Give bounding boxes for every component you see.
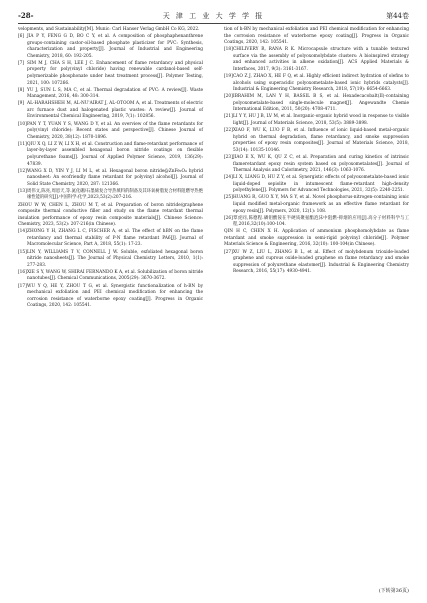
reference-entry bbox=[224, 47, 409, 73]
continued-note: (下转第36页) bbox=[378, 588, 409, 594]
reference-text: HUANG R, GUO X Y, MA S Y, et al. Novel phosphorus-nitrogen-containing ionic liquid modified metal-organic framework as an effective flame retardant for epoxy resin[J]. Polymers, 2020, 12(1): 108. bbox=[233, 195, 409, 214]
reference-number: [16] bbox=[18, 269, 27, 275]
reference-text: LI Y Y, HU J B, LV M, et al. Inorganic-organic hybrid wood in response to visible light[J]. Journal of Materials Science, 2018, 53(5): 3889-3898. bbox=[233, 114, 409, 127]
reference-text: LI X, LIANG D, HU Z Y, et al. Synergistic effects of polyoxometalate-based ionic liquid-doped sepiolite in intumescent flame-retardant high-density polyethylene[J]. Polymers for Advanced Technologies, 2021, 32(5): 2240-2251. bbox=[233, 175, 409, 194]
reference-entry bbox=[18, 88, 203, 101]
reference-entry bbox=[224, 74, 409, 94]
reference-number: [19] bbox=[224, 74, 233, 80]
reference-number: [20] bbox=[224, 94, 233, 100]
reference-number: [11] bbox=[18, 141, 27, 147]
reference-number: [22] bbox=[224, 128, 233, 134]
reference-text: CAO Z J, ZHAO X, HE F Q, et al. Highly efficient indirect hydration of olefins to alcohols using superacidic polyoxometalate-based ionic hybrids catalysts[J]. Industrial & Engineering Chemistry Research, 2018, 57(19): 6654-6663. bbox=[233, 74, 409, 93]
reference-text: JIAO E X, WU K, QU Z C, et al. Preparation and curing kinetics of intrinsic flameretardant epoxy resin system based on polyoxometalates[J]. Journal of Thermal Analysis and Calorimetry, 2021, 146(3): 1063-1076. bbox=[233, 154, 409, 174]
reference-number: [8] bbox=[18, 87, 25, 93]
reference-entry bbox=[224, 114, 409, 127]
reference-number: [12] bbox=[18, 168, 27, 174]
reference-text: XIAO F, WU K, LUO F B, et al. Influence of ionic liquid-based metal-organic hybrid on thermal degradation, flame retardancy, and smoke suppression properties of epoxy resin composites[J]. Journal of Materials Science, 2018, 53(14): 10135-10146. bbox=[233, 128, 409, 153]
reference-number: [13] bbox=[18, 188, 27, 194]
reference-text: WU Y Q, HE Y, ZHOU T G, et al. Synergistic functionalization of h-BN by mechanical exfoliation and PEI chemical modification for enhancing the corrosion resistance of waterborne epoxy coating[J]. Progress in Organic Coatings, 2020, 142: 105541. bbox=[27, 283, 203, 309]
reference-text: IBRAHIM M, LAN Y H, BASSIL B S, et al. Hexadecacobalt(II)-containing polyoxometalate-based single-molecule magnet[J]. Angewandte Chemie International Edition, 2011, 50(20): 4708-4711. bbox=[233, 94, 409, 113]
reference-entry bbox=[18, 270, 203, 283]
reference-text: 周伟文,陈亮,周恩天,等.氮化硼/石墨烯复合导热填料的制备及其环氧树脂复合材料阻燃导热绝缘性能的研究[J].中国科学:化学,2023,53(2):207-216. bbox=[27, 188, 203, 201]
journal-title: 天 津 工 业 大 学 学 报 bbox=[162, 12, 265, 20]
reference-text: JIA P Y, FENG G D, BO C Y, et al. A composition of phosphaphenanthrene groups-containing castor-oil-based phosphate plasticizer for PVC: Synthesis, characterization and property[J]. Journal of Industrial and Engineering Chemistry, 2018, 60: 192-205. bbox=[27, 34, 203, 59]
reference-text: AL-HARAHSHEH M, AL-NU'AIRAT J, AL-OTOOM A, et al. Treatments of electric arc furnace dust and halogenated plastic wastes: A review[J]. Journal of Environmental Chemical Engineering, 2019, 7(1): 102856. bbox=[27, 101, 203, 120]
reference-entry bbox=[18, 229, 203, 249]
reference-text: PAN Y T, YUAN Y S, WANG D Y, et al. An overview of the flame retardants for poly(vinyl chloride): Recent states and perspective[J]. Chinese Journal of Chemistry, 2020, 38(12): 1870-1896. bbox=[27, 121, 203, 140]
reference-text: CHILIVERY R, RANA R K. Microcapsule structure with a tunable textured surface via the assembly of polyoxomolybdate clusters: A bioinspired strategy and enhanced activities in alkene oxidation[J]. ACS Applied Materials & Interfaces, 2017, 9(3): 3161-3167. bbox=[233, 47, 409, 72]
reference-entry bbox=[18, 34, 203, 60]
reference-entry bbox=[18, 250, 203, 270]
reference-entry bbox=[18, 189, 203, 202]
reference-column-right bbox=[224, 27, 409, 276]
reference-entry bbox=[224, 216, 409, 229]
reference-text: tion of h-BN by mechanical exfoliation and PEI chemical modification for enhancing the corrosion resistance of waterborne epoxy coating[J]. Progress in Organic Coatings, 2020, 142: 105541. bbox=[224, 27, 409, 46]
header-rule bbox=[18, 23, 409, 24]
reference-entry bbox=[224, 27, 409, 47]
reference-text: QIU X Q, LI Z W, LI X H, et al. Construction and flame-retardant performance of layer-by-layer assembled hexagonal boron nitride coatings on flexible polyurethane foams[J]. Journal of Applied Polymer Science, 2019, 136(29): 47839. bbox=[27, 141, 203, 167]
reference-text: WANG X D, YIN Y J, LI M L, et al. Hexagonal boron nitride@ZnFe₂O₄ hybrid nanosheet: An ecofriendly flame retardant for polyvinyl alcohol[J]. Journal of Solid State Chemistry, 2020, 287: 121366. bbox=[27, 168, 203, 187]
reference-entry bbox=[18, 284, 203, 310]
reference-entry bbox=[18, 142, 203, 168]
reference-number: [23] bbox=[224, 154, 233, 160]
reference-number: [7] bbox=[18, 60, 25, 66]
reference-entry bbox=[18, 169, 203, 189]
reference-number: [18] bbox=[224, 47, 233, 53]
reference-number: [25] bbox=[224, 195, 233, 201]
reference-text: ZHOU W W, CHEN L, ZHOU M T, et al. Preparation of boron nitride/graphene composite thermal conductive filler and study on the flame retardant thermal insulation performance of epoxy resin composite materials[J]. Chinese Science: Chemistry, 2023, 53(2): 207-216(in Chinese). bbox=[18, 202, 203, 228]
reference-number: [10] bbox=[18, 121, 27, 127]
page-header bbox=[18, 10, 409, 22]
reference-number: [21] bbox=[224, 114, 233, 120]
reference-entry bbox=[224, 155, 409, 175]
volume-label: 第44卷 bbox=[386, 12, 409, 20]
reference-number: [17] bbox=[18, 283, 27, 289]
reference-text: XIE S Y, WANG W, SHIRAI FERNANDO K A, et al. Solubilization of boron nitride nanotubes[J]. Chemical Communications, 2005(29): 3670-3672. bbox=[27, 269, 203, 282]
reference-entry bbox=[224, 195, 409, 215]
reference-number: [15] bbox=[18, 249, 27, 255]
reference-text: QIN H C, CHEN X H. Application of ammonium phosphomolybdate as flame retardant and smoke suppression in semi-rigid polyvinyl chloride[J]. Polymer Materials Science & Engineering, 2016, 32(10): 100-104(in Chinese). bbox=[224, 229, 409, 248]
reference-number: [24] bbox=[224, 175, 233, 181]
reference-number: [27] bbox=[224, 249, 233, 255]
reference-number: [6] bbox=[18, 34, 25, 40]
reference-entry bbox=[18, 203, 203, 229]
reference-text: ZHONG Y H, ZHANG L C, FISCHER A, et al. The effect of hBN on the flame retardancy and thermal stability of P-N flame retardant PA6[J]. Journal of Macromolecular Science, Part A, 2018, 55(1): 17-23. bbox=[27, 229, 203, 248]
reference-entry bbox=[224, 250, 409, 276]
reference-entry bbox=[224, 175, 409, 195]
reference-entry bbox=[224, 128, 409, 154]
reference-entry bbox=[224, 229, 409, 249]
page-number: -28- bbox=[18, 11, 34, 20]
reference-number: [14] bbox=[18, 229, 27, 235]
reference-entry bbox=[18, 27, 203, 34]
reference-number: [26] bbox=[224, 215, 233, 221]
reference-text: YU J, SUN L S, MA C, et al. Thermal degradation of PVC: A review[J]. Waste Management, 2016, 48: 300-314. bbox=[27, 87, 203, 100]
reference-text: SIM M J, CHA S H, LEE J C. Enhancement of flame retardancy and physical property for poly(vinyl chloride) having renewable cardanol-based self-polymerizable phosphonate under heat treatment process[J]. Polymer Testing, 2021, 100: 107266. bbox=[27, 60, 203, 86]
reference-number: [9] bbox=[18, 101, 25, 107]
reference-text: 覃虎同,陈德程.磷钼酸铵在半硬质聚氨酯泡沫中阻燃-抑烟的应用[J].高分子材料科学与工程,2016,32(10):100-104. bbox=[233, 215, 409, 228]
reference-entry bbox=[224, 94, 409, 114]
reference-text: LIN Y, WILLIAMS T V, CONNELL J W. Soluble, exfoliated hexagonal boron nitride nanosheets[J]. The Journal of Physical Chemistry Letters, 2010, 1(1): 277-283. bbox=[27, 249, 203, 268]
reference-entry bbox=[18, 101, 203, 121]
reference-text: XU W Z, LIU L, ZHANG B L, et al. Effect of molybdenum trioxide-loaded graphene and cuprous oxide-loaded graphene on flame retardancy and smoke suppression of polyurethane elastomer[J]. Industrial & Engineering Chemistry Research, 2016, 55(17): 4930-4941. bbox=[233, 249, 409, 275]
reference-entry bbox=[18, 61, 203, 87]
reference-column-left bbox=[18, 27, 203, 310]
reference-entry bbox=[18, 122, 203, 142]
reference-text: velopments, and Sustainability[M]. Munic: Carl Hanser Verlag GmbH Co KG, 2022. bbox=[18, 27, 200, 32]
